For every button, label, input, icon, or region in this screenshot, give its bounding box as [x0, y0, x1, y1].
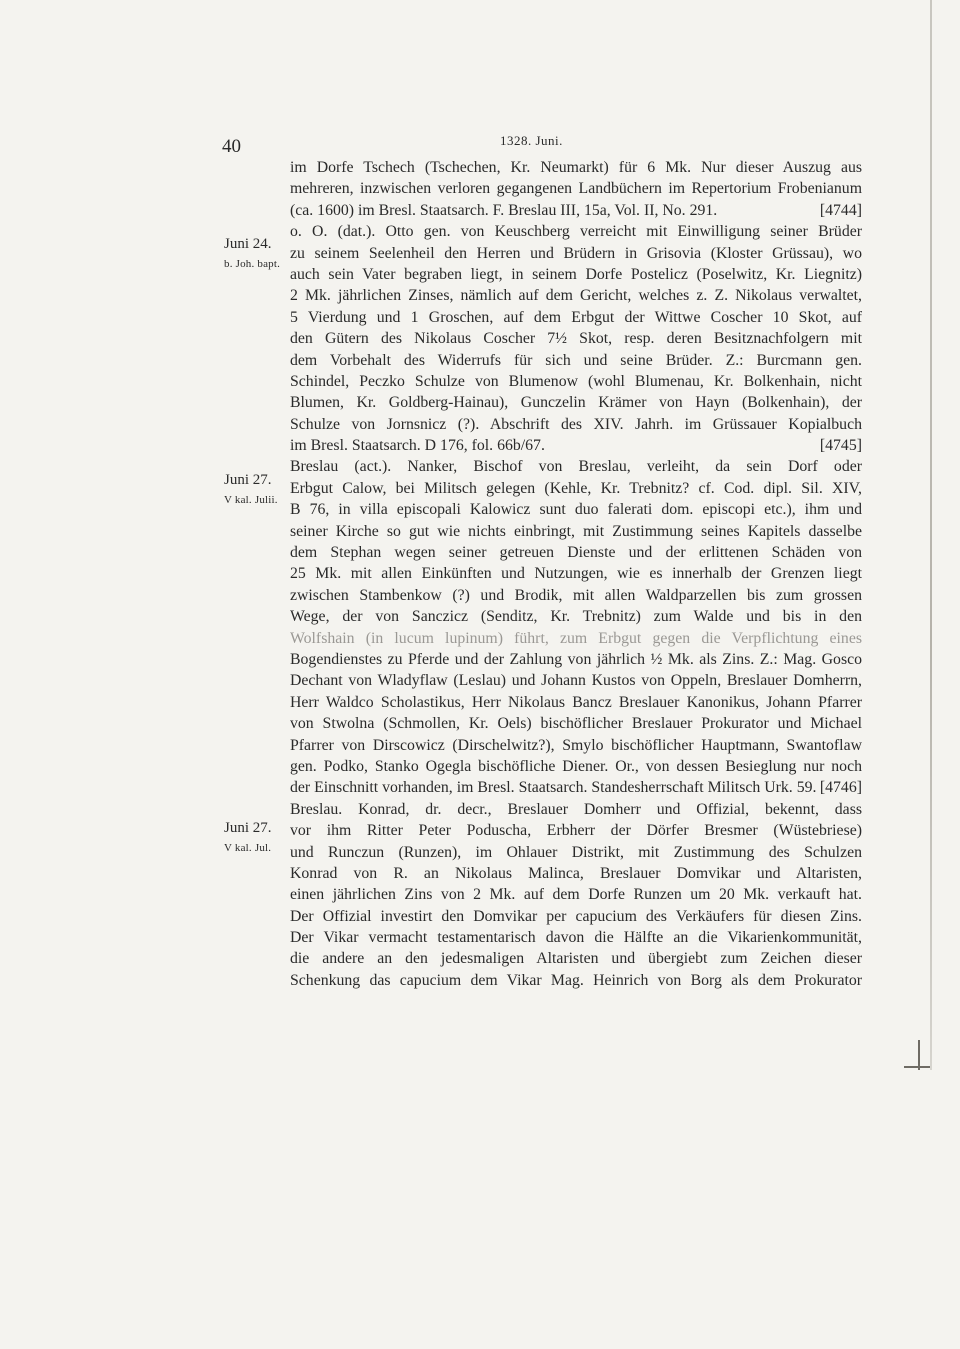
entry-4746: [290, 456, 862, 798]
document-body: [290, 157, 862, 991]
text-line: Dechant von Wladyflaw (Leslau) und Johann Kustos von Oppeln, Breslauer Domherrn,: [290, 672, 862, 690]
entry-number: [4744]: [819, 201, 862, 219]
text-line: einen jährlichen Zins von 2 Mk. auf dem Dorfe Runzen um 20 Mk. verkauft hat.: [290, 886, 862, 904]
text-line: Schulze von Jornsnicz (?). Abschrift des XIV. Jahrh. im Grüssauer Kopialbuch: [290, 415, 862, 433]
text-line-faded: Wolfshain (in lucum lupinum) führt, zum Erbgut gegen die Verpflichtung eines: [290, 629, 862, 647]
text-line: von Stwolna (Schmollen, Kr. Oels) bischöflicher Breslauer Prokurator und Michael: [290, 715, 862, 733]
entry-4745: [290, 221, 862, 456]
text-line: Breslau (act.). Nanker, Bischof von Breslau, verleiht, da sein Dorf oder: [290, 458, 862, 476]
text-line: im Dorfe Tschech (Tschechen, Kr. Neumarkt) für 6 Mk. Nur dieser Auszug aus: [290, 159, 862, 176]
entry-4746-date: Juni 27.: [224, 472, 272, 488]
text-line: die andere an den jedesmaligen Altaristen und übergiebt zum Zeichen dieser: [290, 950, 862, 968]
text-line: 25 Mk. mit allen Einkünften und Nutzungen, wie es innerhalb der Grenzen liegt: [290, 565, 862, 583]
entry-4745-date: Juni 24.: [224, 236, 272, 252]
text-line: Schindel, Peczko Schulze von Blumenow (wohl Blumenau, Kr. Bolkenhain, nicht: [290, 372, 862, 390]
text-line-content: der Einschnitt vorhanden, im Bresl. Staatsarch. Standesherrschaft Militsch Urk. 59.: [290, 779, 817, 797]
text-line-content: (ca. 1600) im Bresl. Staatsarch. F. Breslau III, 15a, Vol. II, No. 291.: [290, 201, 718, 219]
page-number: 40: [222, 136, 241, 157]
text-line: dem Vorbehalt des Widerrufs für sich und seine Brüder. Z.: Burcmann gen.: [290, 351, 862, 369]
text-line: seiner Kirche so gut wie nichts einbringt, mit Zustimmung seines Kapitels dasselbe: [290, 522, 862, 540]
entry-4747: [290, 799, 862, 992]
entry-number: [4745]: [819, 437, 862, 455]
entry-4746-feast: V kal. Julii.: [224, 494, 278, 506]
text-line: den Gütern des Nikolaus Coscher 7½ Skot, resp. deren Besitznachfolgern mit: [290, 330, 862, 348]
text-line: [290, 435, 862, 456]
text-line: Konrad von R. an Nikolaus Malinca, Breslauer Domvikar und Altaristen,: [290, 864, 862, 882]
text-line: vor ihm Ritter Peter Poduscha, Erbherr der Dörfer Bresmer (Wüstebriese): [290, 822, 862, 840]
text-line: Schenkung das capucium dem Vikar Mag. Heinrich von Borg als dem Prokurator: [290, 971, 862, 989]
text-line: auch sein Vater begraben liegt, in seinem Dorfe Postelicz (Poselwitz, Kr. Liegnitz): [290, 265, 862, 283]
page-edge: [930, 0, 932, 1070]
text-line: Herr Waldco Scholastikus, Herr Nikolaus Bancz Breslauer Kanonikus, Johann Pfarrer: [290, 693, 862, 711]
text-line: Der Offizial investirt den Domvikar per capucium des Verkäufers für diesen Zins.: [290, 907, 862, 925]
text-line: Pfarrer von Dirscowicz (Dirschelwitz?), Smylo bischöflicher Hauptmann, Swantoflaw: [290, 736, 862, 754]
text-line: mehreren, inzwischen verloren gegangenen Landbüchern im Repertorium Frobenianum: [290, 180, 862, 198]
text-line: [290, 777, 862, 798]
text-line: Wege, der von Sanczicz (Senditz, Kr. Trebnitz) zum Walde und bis in den: [290, 608, 862, 626]
text-line: gen. Podko, Stanko Ogegla bischöfliche Diener. Or., von dessen Besieglung nur noch: [290, 757, 862, 775]
text-line: B 76, in villa episcopali Kalowicz sunt duo falerati dom. episcopi etc.), ihm und: [290, 501, 862, 519]
text-line: Der Vikar vermacht testamentarisch davon die Hälfte an die Vikarienkommunität,: [290, 929, 862, 947]
text-line: 2 Mk. jährlichen Zinses, nämlich auf dem Gericht, welches z. Z. Nikolaus verwaltet,: [290, 287, 862, 305]
text-line: Erbgut Calow, bei Militsch gelegen (Kehle, Kr. Trebnitz? cf. Cod. dipl. Sil. XIV,: [290, 479, 862, 497]
entry-4744: [290, 157, 862, 221]
text-line: zu seinem Seelenheil den Herren und Brüdern in Grisovia (Kloster Grüssau), wo: [290, 244, 862, 262]
text-line: zwischen Stambenkow (?) und Brodik, mit allen Waldparzellen bis zum grossen: [290, 586, 862, 604]
entry-4745-feast: b. Joh. bapt.: [224, 258, 281, 270]
text-line: [290, 200, 862, 221]
entry-4747-date: Juni 27.: [224, 820, 272, 836]
text-line: Blumen, Kr. Goldberg-Hainau), Gunczelin Krämer von Hayn (Bolkenhain), der: [290, 394, 862, 412]
entry-4747-feast: V kal. Jul.: [224, 842, 272, 854]
text-line: Breslau. Konrad, dr. decr., Breslauer Domherr und Offizial, bekennt, dass: [290, 800, 862, 818]
running-head: 1328. Juni.: [500, 133, 563, 148]
text-line: dem Stephan wegen seiner getreuen Dienste und der erlittenen Schäden von: [290, 544, 862, 562]
text-line-content: im Bresl. Staatsarch. D 176, fol. 66b/67.: [290, 437, 545, 455]
text-line: 5 Vierdung und 1 Groschen, auf dem Erbgut der Wittwe Coscher 10 Skot, auf: [290, 308, 862, 326]
text-line: und Runczun (Runzen), im Ohlauer Distrikt, mit Zustimmung des Schulzen: [290, 843, 862, 861]
text-line: Bogendienstes zu Pferde und der Zahlung von jährlich ½ Mk. als Zins. Z.: Mag. Gosco: [290, 650, 862, 668]
page-edge-mark: [904, 1066, 930, 1068]
entry-number: [4746]: [819, 779, 862, 797]
text-line: o. O. (dat.). Otto gen. von Keuschberg verreicht mit Einwilligung seiner Brüder: [290, 223, 862, 241]
